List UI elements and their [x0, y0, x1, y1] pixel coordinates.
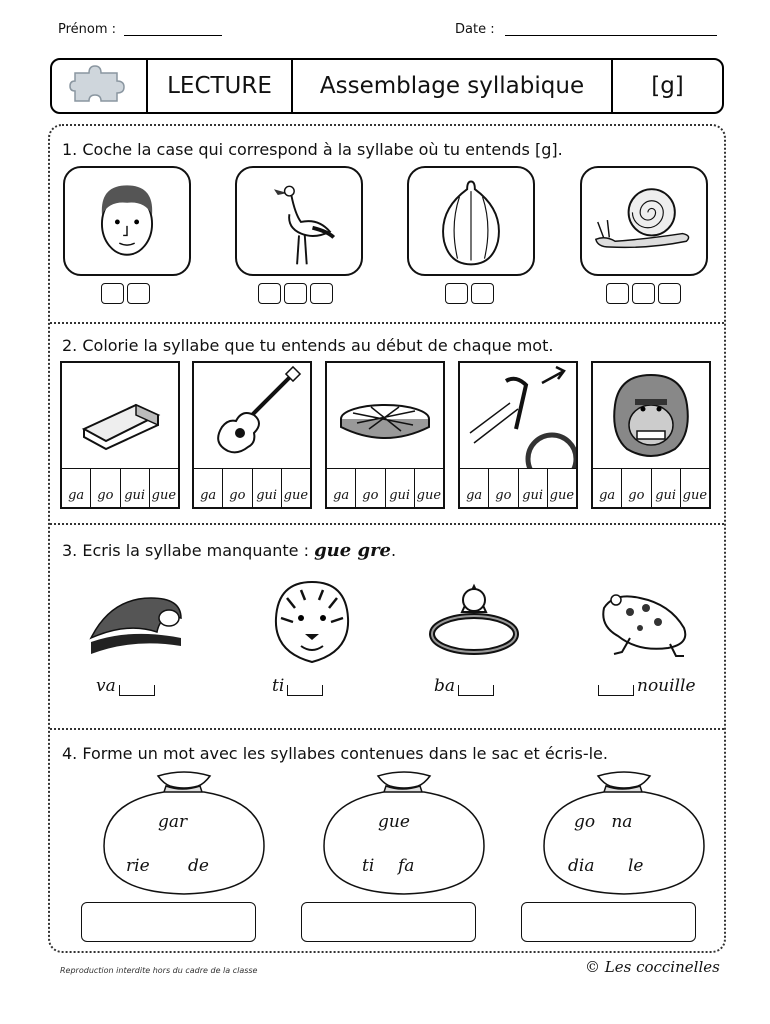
syllable-checkbox[interactable] [471, 283, 494, 304]
syllable-option[interactable]: ga [194, 469, 223, 507]
syllable-option[interactable]: gue [416, 488, 442, 503]
syllable-option[interactable]: gui [519, 469, 548, 507]
copyright-notice: Reproduction interdite hors du cadre de la classe [60, 966, 258, 975]
word-start: ti [272, 676, 285, 696]
answer-box[interactable] [301, 902, 476, 942]
bag-syllable: rie [126, 856, 150, 876]
answer-blank[interactable] [458, 685, 494, 696]
word-card [60, 361, 180, 509]
answer-blank[interactable] [598, 685, 634, 696]
word-card [325, 361, 445, 509]
syllable-option[interactable]: go [489, 469, 518, 507]
syllable-options [460, 468, 576, 507]
answer-box[interactable] [81, 902, 256, 942]
answer-blank[interactable] [119, 685, 155, 696]
checkbox-group-1 [101, 283, 153, 304]
syllable-options [593, 468, 709, 507]
syllable-option[interactable]: gue [283, 488, 309, 503]
syllable-checkbox[interactable] [445, 283, 468, 304]
syllable-options [194, 468, 310, 507]
syllable-option[interactable]: gui [253, 469, 282, 507]
bag-syllable: fa [398, 856, 415, 876]
bag-syllable: le [628, 856, 644, 876]
stork-icon [235, 166, 363, 276]
exercise-3-instruction [62, 540, 396, 561]
section-divider [50, 728, 724, 730]
bag-syllable: go na [574, 812, 633, 832]
word-end: nouille [637, 676, 696, 696]
bag-syllable: gar [158, 812, 188, 832]
word-start: va [96, 676, 116, 696]
section-divider [50, 322, 724, 324]
handlebar-icon [460, 363, 576, 469]
syllable-option[interactable]: ga [62, 469, 91, 507]
instruction-end: . [391, 541, 397, 560]
missing-syllable-word [434, 676, 497, 696]
syllable-checkbox[interactable] [258, 283, 281, 304]
first-name-field[interactable] [58, 22, 222, 37]
date-label: Date : [455, 22, 495, 37]
syllable-bag [540, 770, 706, 898]
boy-face-icon [63, 166, 191, 276]
bag-syllable: ti [362, 856, 375, 876]
syllable-option[interactable]: go [356, 469, 385, 507]
syllable-checkbox[interactable] [632, 283, 655, 304]
syllable-checkbox[interactable] [127, 283, 150, 304]
answer-box[interactable] [521, 902, 696, 942]
gorilla-icon [593, 363, 709, 469]
syllable-options [62, 468, 178, 507]
date-field[interactable] [455, 22, 717, 37]
page-title: Assemblage syllabique [293, 60, 613, 112]
syllable-checkbox[interactable] [606, 283, 629, 304]
syllable-option[interactable]: go [622, 469, 651, 507]
syllable-checkbox[interactable] [658, 283, 681, 304]
title-banner [50, 58, 724, 114]
syllable-options [327, 468, 443, 507]
section-divider [50, 523, 724, 525]
puzzle-icon [52, 60, 148, 112]
syllable-checkbox[interactable] [101, 283, 124, 304]
sound-label: [g] [651, 73, 684, 99]
word-card [591, 361, 711, 509]
date-line[interactable] [505, 23, 717, 36]
missing-syllable-word [96, 676, 158, 696]
syllable-option[interactable]: ga [460, 469, 489, 507]
guitar-icon [194, 363, 310, 469]
checkbox-group-3 [445, 283, 497, 304]
bag-syllable: dia [568, 856, 595, 876]
syllable-checkbox[interactable] [310, 283, 333, 304]
eraser-icon [62, 363, 178, 469]
syllable-option[interactable]: gue [549, 488, 575, 503]
checkbox-group-2 [258, 283, 336, 304]
syllable-option[interactable]: gue [682, 488, 708, 503]
syllable-option[interactable]: ga [327, 469, 356, 507]
frog-icon [590, 578, 700, 664]
answer-blank[interactable] [287, 685, 323, 696]
first-name-label: Prénom : [58, 22, 117, 37]
syllable-bag [100, 770, 266, 898]
syllable-option[interactable]: gue [151, 488, 177, 503]
bag-icon [100, 770, 266, 898]
syllable-bag [320, 770, 486, 898]
pie-icon [327, 363, 443, 469]
bag-syllable: gue [378, 812, 410, 832]
bag-icon [540, 770, 706, 898]
syllable-option[interactable]: gui [652, 469, 681, 507]
fig-icon [407, 166, 535, 276]
word-card [458, 361, 578, 509]
checkbox-group-4 [606, 283, 684, 304]
exercise-4-instruction: 4. Forme un mot avec les syllabes contenues dans le sac et écris-le. [62, 744, 608, 763]
wave-icon [85, 578, 195, 664]
missing-syllable-word [272, 676, 326, 696]
word-start: ba [434, 676, 456, 696]
ring-icon [420, 578, 530, 664]
first-name-line[interactable] [124, 23, 222, 36]
syllable-choices: gue gre [314, 540, 392, 561]
syllable-checkbox[interactable] [284, 283, 307, 304]
syllable-option[interactable]: gui [121, 469, 150, 507]
syllable-option[interactable]: go [91, 469, 120, 507]
syllable-option[interactable]: ga [593, 469, 622, 507]
exercise-2-instruction: 2. Colorie la syllabe que tu entends au début de chaque mot. [62, 336, 554, 355]
bag-icon [320, 770, 486, 898]
tiger-icon [257, 578, 367, 664]
bag-syllable: de [188, 856, 209, 876]
word-card [192, 361, 312, 509]
author-credit: © Les coccinelles [585, 958, 720, 976]
syllable-option[interactable]: go [223, 469, 252, 507]
missing-syllable-word [595, 676, 696, 696]
instruction-text: 3. Ecris la syllabe manquante : [62, 541, 309, 560]
snail-icon [580, 166, 708, 276]
exercise-1-instruction: 1. Coche la case qui correspond à la syllabe où tu entends [g]. [62, 140, 563, 159]
subject-label: LECTURE [148, 60, 293, 112]
syllable-option[interactable]: gui [386, 469, 415, 507]
